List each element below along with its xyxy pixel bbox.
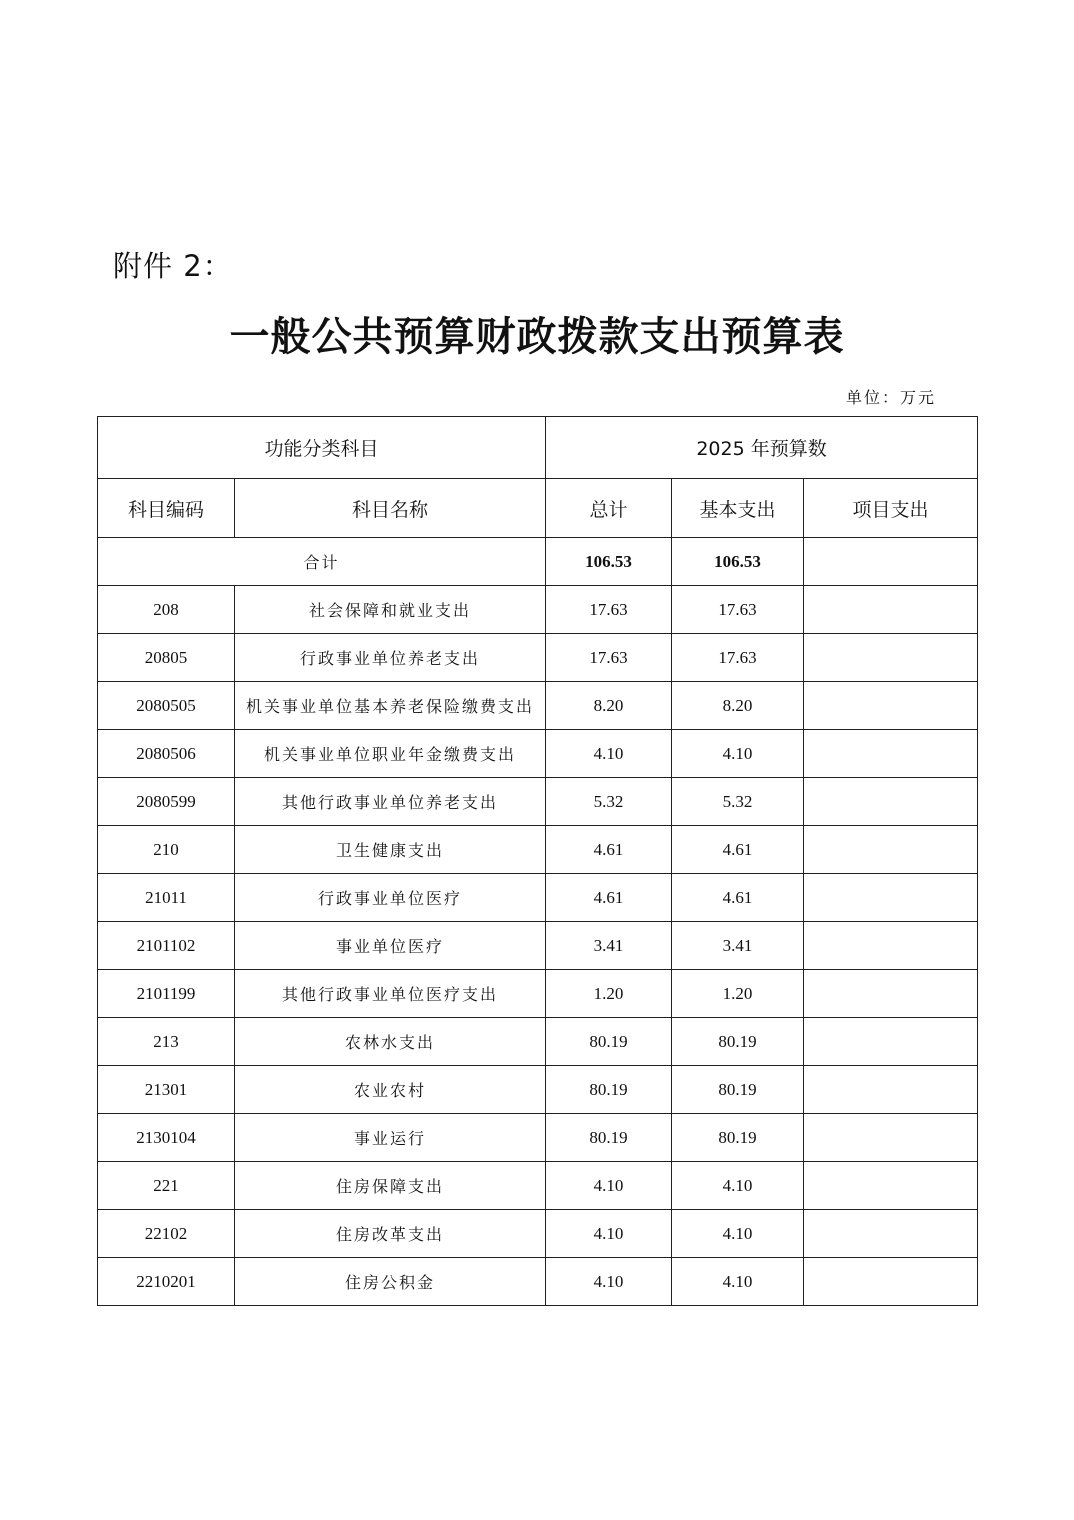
cell-project [804, 874, 978, 922]
cell-code: 2101102 [98, 922, 235, 970]
table-row [98, 1066, 978, 1114]
cell-basic: 4.10 [672, 730, 804, 778]
cell-name: 卫生健康支出 [235, 826, 546, 874]
cell-project [804, 730, 978, 778]
cell-project [804, 1018, 978, 1066]
header-budget-year: 2025 年预算数 [546, 417, 978, 479]
table-row [98, 586, 978, 634]
cell-name: 行政事业单位医疗 [235, 874, 546, 922]
cell-total: 4.10 [546, 1162, 672, 1210]
total-project [804, 538, 978, 586]
cell-code: 20805 [98, 634, 235, 682]
cell-total: 4.10 [546, 1210, 672, 1258]
table-row [98, 1018, 978, 1066]
cell-name: 其他行政事业单位养老支出 [235, 778, 546, 826]
cell-total: 3.41 [546, 922, 672, 970]
cell-basic: 1.20 [672, 970, 804, 1018]
cell-project [804, 922, 978, 970]
cell-basic: 17.63 [672, 586, 804, 634]
budget-table [97, 416, 978, 1306]
cell-project [804, 778, 978, 826]
attachment-label: 附件 2： [113, 249, 233, 283]
cell-total: 80.19 [546, 1114, 672, 1162]
total-total: 106.53 [546, 538, 672, 586]
cell-code: 208 [98, 586, 235, 634]
cell-code: 21011 [98, 874, 235, 922]
table-row [98, 634, 978, 682]
cell-code: 213 [98, 1018, 235, 1066]
cell-basic: 80.19 [672, 1066, 804, 1114]
cell-code: 2080599 [98, 778, 235, 826]
cell-name: 住房改革支出 [235, 1210, 546, 1258]
cell-total: 17.63 [546, 634, 672, 682]
cell-project [804, 1066, 978, 1114]
cell-code: 22102 [98, 1210, 235, 1258]
cell-name: 事业单位医疗 [235, 922, 546, 970]
cell-project [804, 1162, 978, 1210]
cell-code: 2080506 [98, 730, 235, 778]
cell-project [804, 1258, 978, 1306]
cell-code: 221 [98, 1162, 235, 1210]
cell-basic: 8.20 [672, 682, 804, 730]
cell-name: 农业农村 [235, 1066, 546, 1114]
cell-name: 行政事业单位养老支出 [235, 634, 546, 682]
cell-total: 4.61 [546, 826, 672, 874]
cell-basic: 4.10 [672, 1258, 804, 1306]
table-header-row-group [98, 417, 978, 479]
cell-total: 80.19 [546, 1066, 672, 1114]
cell-name: 事业运行 [235, 1114, 546, 1162]
table-row [98, 730, 978, 778]
cell-basic: 4.10 [672, 1210, 804, 1258]
cell-code: 2130104 [98, 1114, 235, 1162]
total-basic: 106.53 [672, 538, 804, 586]
cell-basic: 80.19 [672, 1018, 804, 1066]
cell-name: 机关事业单位基本养老保险缴费支出 [235, 682, 546, 730]
header-classification: 功能分类科目 [98, 417, 546, 479]
table-header-row-columns [98, 479, 978, 538]
table-row [98, 970, 978, 1018]
cell-project [804, 586, 978, 634]
table-row [98, 1258, 978, 1306]
cell-total: 17.63 [546, 586, 672, 634]
table-row [98, 1210, 978, 1258]
cell-total: 4.10 [546, 730, 672, 778]
cell-basic: 4.61 [672, 826, 804, 874]
cell-name: 其他行政事业单位医疗支出 [235, 970, 546, 1018]
cell-total: 4.61 [546, 874, 672, 922]
cell-code: 2080505 [98, 682, 235, 730]
cell-total: 4.10 [546, 1258, 672, 1306]
header-total: 总计 [546, 479, 672, 538]
cell-basic: 4.10 [672, 1162, 804, 1210]
cell-code: 2101199 [98, 970, 235, 1018]
cell-total: 8.20 [546, 682, 672, 730]
header-project: 项目支出 [804, 479, 978, 538]
cell-total: 1.20 [546, 970, 672, 1018]
cell-name: 社会保障和就业支出 [235, 586, 546, 634]
table-row [98, 826, 978, 874]
cell-code: 210 [98, 826, 235, 874]
cell-total: 80.19 [546, 1018, 672, 1066]
cell-name: 农林水支出 [235, 1018, 546, 1066]
cell-code: 21301 [98, 1066, 235, 1114]
cell-project [804, 682, 978, 730]
table-row [98, 922, 978, 970]
table-row [98, 1162, 978, 1210]
cell-name: 机关事业单位职业年金缴费支出 [235, 730, 546, 778]
unit-note: 单位：万元 [846, 388, 937, 407]
header-name: 科目名称 [235, 479, 546, 538]
cell-basic: 17.63 [672, 634, 804, 682]
cell-basic: 3.41 [672, 922, 804, 970]
cell-basic: 5.32 [672, 778, 804, 826]
header-basic: 基本支出 [672, 479, 804, 538]
cell-name: 住房保障支出 [235, 1162, 546, 1210]
page-title: 一般公共预算财政拨款支出预算表 [229, 313, 845, 360]
cell-project [804, 1210, 978, 1258]
table-row [98, 778, 978, 826]
cell-project [804, 826, 978, 874]
cell-name: 住房公积金 [235, 1258, 546, 1306]
cell-project [804, 1114, 978, 1162]
total-row [98, 538, 978, 586]
cell-basic: 4.61 [672, 874, 804, 922]
header-code: 科目编码 [98, 479, 235, 538]
cell-total: 5.32 [546, 778, 672, 826]
cell-project [804, 634, 978, 682]
table-row [98, 874, 978, 922]
cell-basic: 80.19 [672, 1114, 804, 1162]
table-row [98, 682, 978, 730]
cell-code: 2210201 [98, 1258, 235, 1306]
table-row [98, 1114, 978, 1162]
total-label: 合计 [98, 538, 546, 586]
cell-project [804, 970, 978, 1018]
